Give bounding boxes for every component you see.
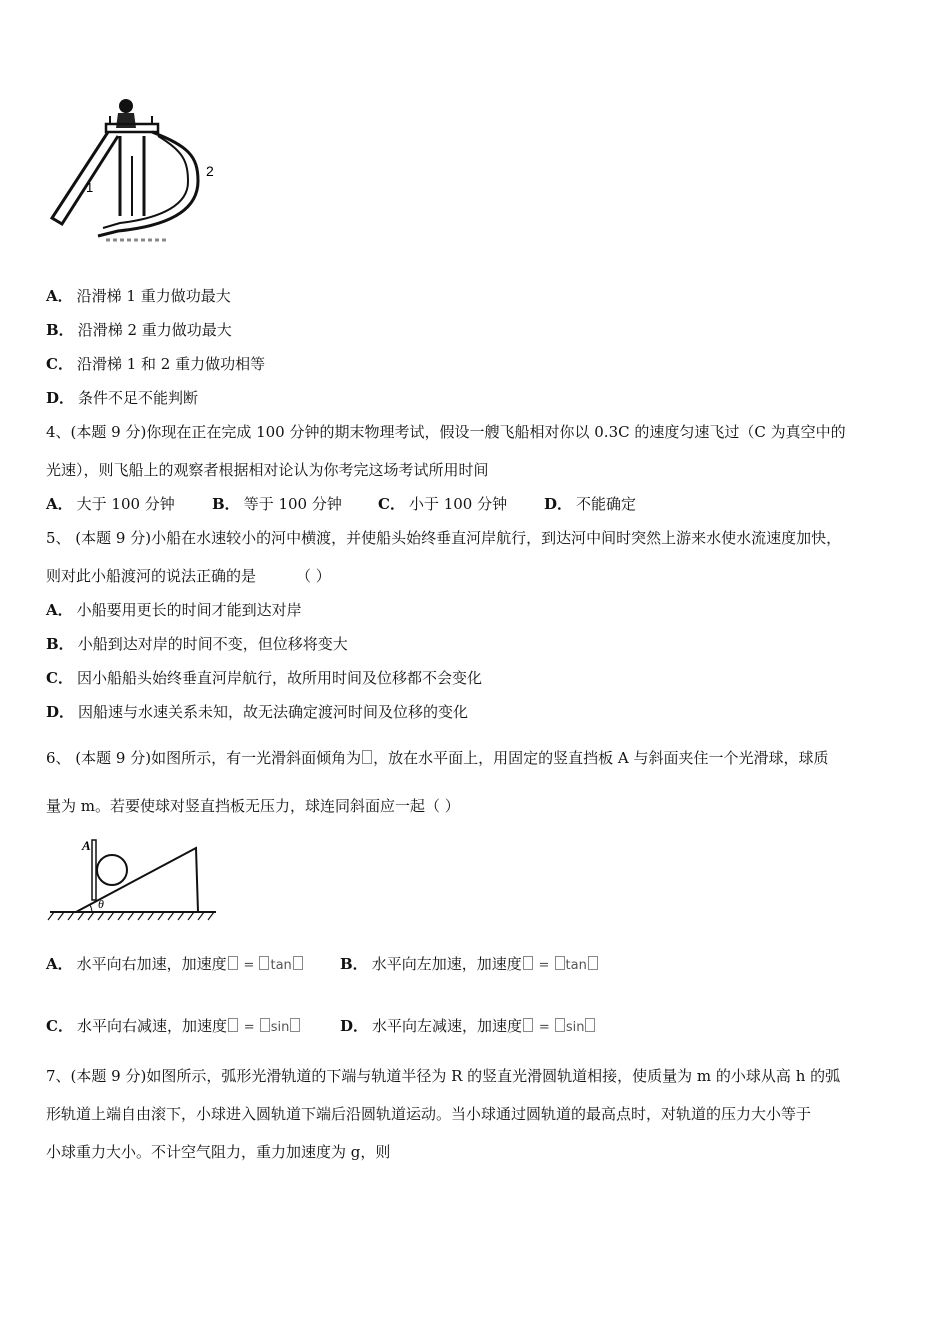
- slide-figure: [48, 96, 228, 246]
- q6-options-row2: [46, 1016, 596, 1038]
- q7-stem-line2: 形轨道上端自由滚下，小球进入圆轨道下端后沿圆轨道运动。当小球通过圆轨道的最高点时，对轨道的压力大小等于: [46, 1105, 812, 1123]
- theta-placeholder-icon: [588, 956, 598, 970]
- g-placeholder-icon: [555, 1018, 565, 1032]
- a-placeholder-icon: [228, 956, 238, 970]
- q3-option-d: D． 条件不足不能判断: [46, 389, 199, 407]
- board-a: [92, 840, 96, 900]
- q6-option-d: D． 水平向左减速，加速度 = sin: [340, 1016, 596, 1038]
- a-placeholder-icon: [523, 956, 533, 970]
- theta-placeholder-icon: [290, 1018, 300, 1032]
- figure-label-theta: θ: [98, 897, 104, 911]
- q5-answer-bracket: （ ）: [296, 567, 331, 585]
- figure-label-a: A: [82, 838, 91, 853]
- q5-option-b: B． 小船到达对岸的时间不变，但位移将变大: [46, 635, 348, 653]
- figure-label-2: 2: [206, 163, 214, 179]
- theta-placeholder-icon: [585, 1018, 595, 1032]
- theta-placeholder-icon: [362, 750, 372, 764]
- q3-option-c: C． 沿滑梯 1 和 2 重力做功相等: [46, 355, 266, 373]
- g-placeholder-icon: [259, 956, 269, 970]
- ball: [97, 855, 127, 885]
- g-placeholder-icon: [260, 1018, 270, 1032]
- incline-figure: [46, 828, 222, 926]
- q5-stem-line1: 5、 (本题 9 分)小船在水速较小的河中横渡，并使船头始终垂直河岸航行，到达河中间时突然上游来水使水流速度加快，: [46, 529, 842, 547]
- q6-stem-line2: 量为 m。若要使球对竖直挡板无压力，球连同斜面应一起（ ）: [46, 797, 460, 815]
- theta-placeholder-icon: [293, 956, 303, 970]
- q4-option-c: C． 小于 100 分钟: [378, 495, 508, 513]
- q5-stem-line2: 则对此小船渡河的说法正确的是 （ ）: [46, 567, 331, 585]
- q3-option-a: A． 沿滑梯 1 重力做功最大: [46, 287, 231, 305]
- q4-option-b: B． 等于 100 分钟: [212, 495, 342, 513]
- q4-stem-line2: 光速），则飞船上的观察者根据相对论认为你考完这场考试所用时间: [46, 461, 489, 479]
- a-placeholder-icon: [228, 1018, 238, 1032]
- q4-stem-line1: 4、(本题 9 分)你现在正在完成 100 分钟的期末物理考试，假设一艘飞船相对你以 0.3C 的速度匀速飞过（C 为真空中的: [46, 423, 846, 441]
- q7-stem-line1: 7、(本题 9 分)如图所示，弧形光滑轨道的下端与轨道半径为 R 的竖直光滑圆轨道相接，使质量为 m 的小球从高 h 的弧: [46, 1067, 841, 1085]
- q5-option-a: A． 小船要用更长的时间才能到达对岸: [46, 601, 302, 619]
- q5-option-d: D． 因船速与水速关系未知，故无法确定渡河时间及位移的变化: [46, 703, 469, 721]
- g-placeholder-icon: [555, 956, 565, 970]
- q6-stem-line1: 6、 (本题 9 分)如图所示，有一光滑斜面倾角为 ，放在水平面上，用固定的竖直挡板 A 与斜面夹住一个光滑球，球质: [46, 749, 829, 767]
- q4-option-a: A． 大于 100 分钟: [46, 495, 175, 513]
- q4-options: [46, 494, 636, 514]
- q6-option-b: B． 水平向左加速，加速度 = tan: [340, 954, 599, 976]
- figure-person-head: [119, 99, 133, 113]
- a-placeholder-icon: [523, 1018, 533, 1032]
- q4-option-d: D． 不能确定: [544, 495, 637, 513]
- q7-stem-line3: 小球重力大小。不计空气阻力，重力加速度为 g，则: [46, 1143, 391, 1161]
- q3-option-b: B． 沿滑梯 2 重力做功最大: [46, 321, 232, 339]
- figure-label-1: 1: [86, 180, 94, 195]
- q6-options-row1: [46, 954, 599, 976]
- q5-option-c: C． 因小船船头始终垂直河岸航行，故所用时间及位移都不会变化: [46, 669, 482, 687]
- q6-option-c: C． 水平向右减速，加速度 = sin: [46, 1016, 340, 1038]
- q6-option-a: A． 水平向右加速，加速度 = tan: [46, 954, 340, 976]
